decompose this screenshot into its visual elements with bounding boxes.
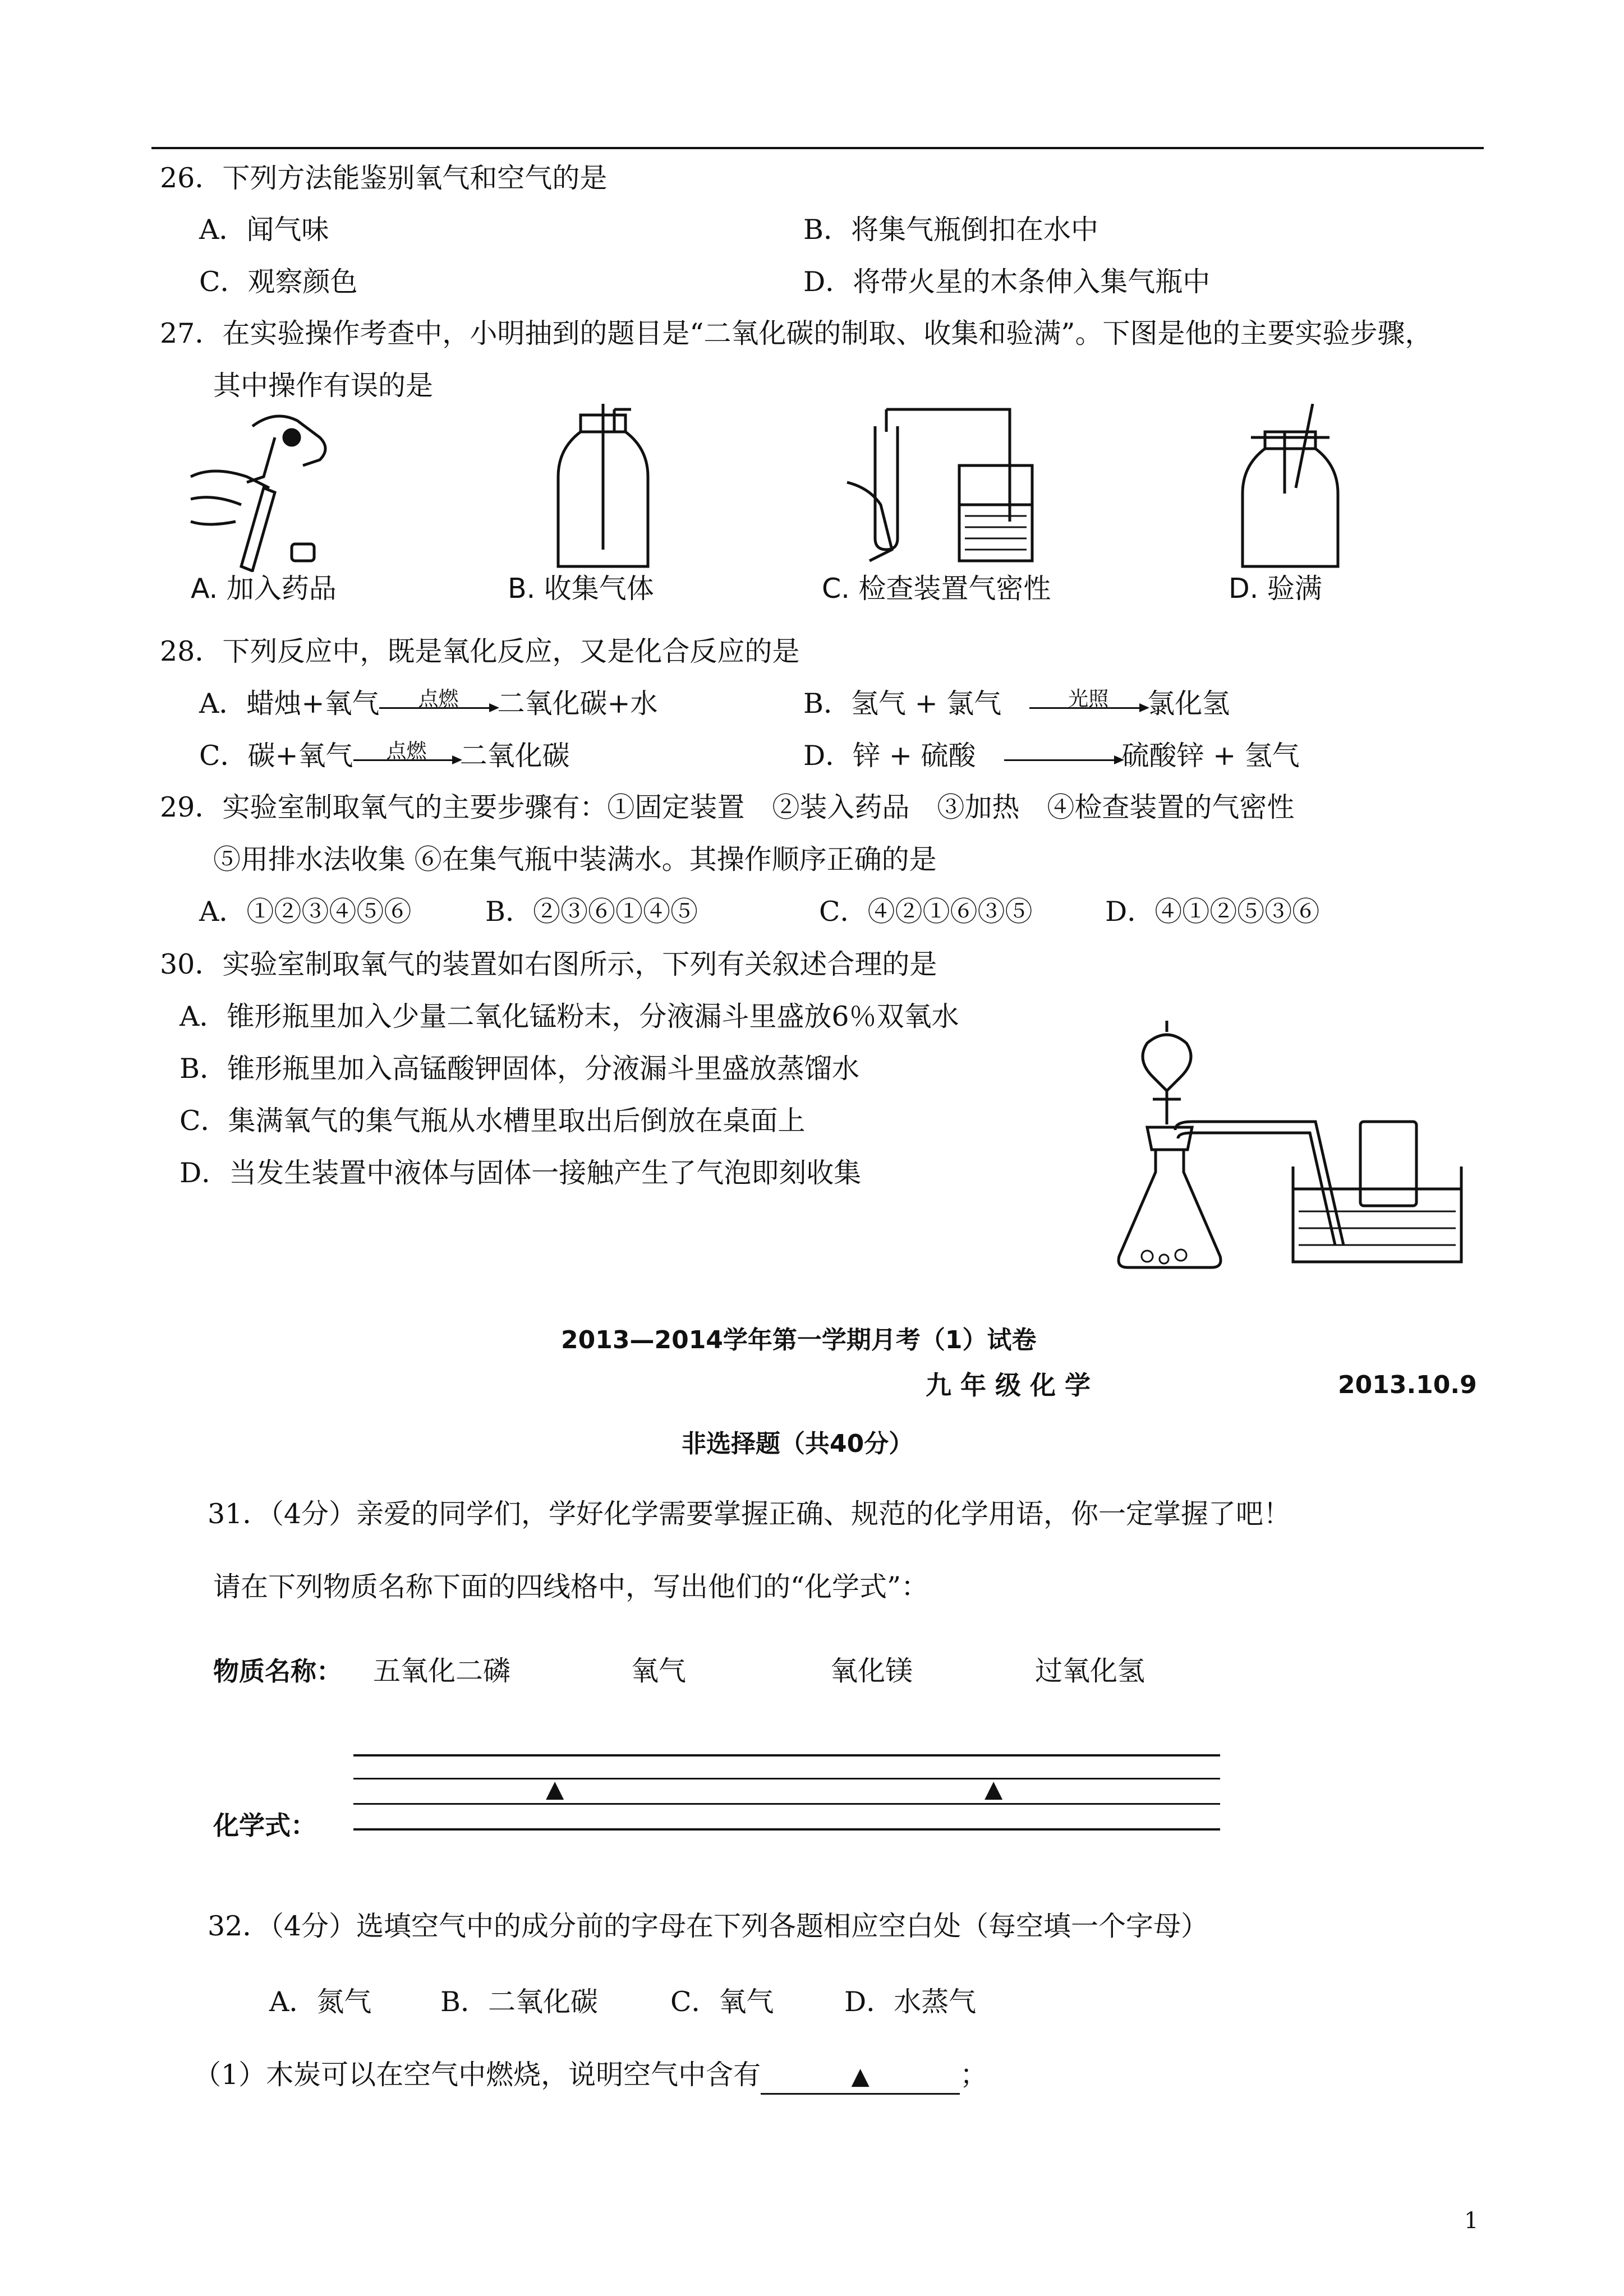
figure-collect-gas	[547, 404, 659, 572]
q28-b-left: B．氢气 + 氯气	[803, 688, 1002, 720]
q32-option-b: B．二氧化碳	[440, 1986, 599, 2018]
substance-name-3: 氧化镁	[830, 1655, 913, 1687]
q30-option-c: C．集满氧气的集气瓶从水槽里取出后倒放在桌面上	[180, 1105, 806, 1137]
q29-option-c: C．④②①⑥③⑤	[819, 896, 1033, 928]
exam-date: 2013.10.9	[1338, 1371, 1477, 1399]
four-line-grid-line-3	[353, 1803, 1220, 1805]
q28-c-left: C．碳+氧气	[199, 740, 353, 772]
figure-check-airtightness	[836, 404, 1049, 572]
reaction-arrow	[1004, 757, 1122, 759]
q28-d-left: D．锌 + 硫酸	[803, 740, 976, 772]
reaction-arrow	[379, 688, 497, 711]
q27-label-d: D. 验满	[1229, 573, 1322, 605]
q29-option-d: D．④①②⑤③⑥	[1105, 896, 1320, 928]
q31-stem-text: 31．（4分）亲爱的同学们，学好化学需要掌握正确、规范的化学用语，你一定掌握了吧！	[208, 1498, 1291, 1530]
q27-label-c: C. 检查装置气密性	[822, 573, 1051, 605]
q28-b-condition: 光照	[1068, 688, 1109, 711]
q29-option-b: B．②③⑥①④⑤	[485, 896, 698, 928]
top-rule	[151, 147, 1484, 149]
four-line-grid-line-4	[353, 1828, 1220, 1831]
page-number: 1	[1464, 2208, 1479, 2234]
q30-option-a: A．锥形瓶里加入少量二氧化锰粉末，分液漏斗里盛放6％双氧水	[180, 1001, 959, 1032]
figure-oxygen-apparatus	[1114, 1009, 1473, 1279]
q29-stem-line1: 29．实验室制取氧气的主要步骤有：①固定装置 ②装入药品 ③加热 ④检查装置的气密性	[160, 791, 1295, 823]
q30-option-d: D．当发生装置中液体与固体一接触产生了气泡即刻收集	[180, 1157, 862, 1189]
q28-option-b	[803, 687, 1230, 721]
section-title: 非选择题（共40分）	[682, 1430, 914, 1458]
four-line-grid-line-1	[353, 1754, 1220, 1756]
answer-mark-2: ▲	[984, 1775, 1003, 1802]
q31-instruction: 请在下列物质名称下面的四线格中，写出他们的“化学式”：	[213, 1571, 929, 1603]
q26-option-d: D．将带火星的木条伸入集气瓶中	[803, 266, 1211, 298]
q28-option-c	[199, 739, 570, 773]
substance-name-2: 氧气	[631, 1655, 687, 1687]
q26-option-c: C．观察颜色	[199, 266, 358, 298]
q26-option-a: A．闻气味	[199, 214, 329, 246]
reaction-arrow	[1029, 688, 1147, 711]
q32-option-c: C．氧气	[670, 1986, 774, 2018]
q28-option-d	[803, 739, 1300, 773]
q32-option-d: D．水蒸气	[844, 1986, 977, 2018]
reaction-arrow	[353, 740, 460, 763]
figure-test-full	[1234, 404, 1346, 572]
q26-stem: 26．下列方法能鉴别氧气和空气的是	[160, 162, 608, 194]
substance-name-4: 过氧化氢	[1035, 1655, 1145, 1687]
q31-stem	[208, 1497, 1291, 1531]
q27-stem-line1: 27．在实验操作考查中，小明抽到的题目是“二氧化碳的制取、收集和验满”。下图是他的主要实验步骤，	[160, 317, 1433, 349]
q28-c-condition: 点燃	[386, 740, 427, 763]
answer-mark: ▲	[851, 2062, 869, 2090]
q30-stem: 30．实验室制取氧气的装置如右图所示，下列有关叙述合理的是	[160, 948, 937, 980]
formula-label: 化学式：	[213, 1810, 316, 1841]
four-line-grid-line-2	[353, 1778, 1220, 1779]
q32-sub1	[194, 2058, 987, 2095]
figure-add-reagent	[180, 404, 370, 572]
q28-a-condition: 点燃	[418, 688, 459, 711]
q28-option-a	[199, 687, 658, 721]
q28-a-right: 二氧化碳+水	[497, 688, 658, 720]
q32-sub1-text: （1）木炭可以在空气中燃烧，说明空气中含有	[194, 2059, 761, 2091]
q29-stem-line2: ⑤用排水法收集 ⑥在集气瓶中装满水。其操作顺序正确的是	[213, 843, 937, 875]
q30-option-b: B．锥形瓶里加入高锰酸钾固体，分液漏斗里盛放蒸馏水	[180, 1053, 860, 1085]
substance-names-label: 物质名称：	[213, 1656, 342, 1686]
q28-b-right: 氯化氢	[1147, 688, 1230, 720]
q26-option-b: B．将集气瓶倒扣在水中	[803, 214, 1099, 246]
exam-title: 2013—2014学年第一学期月考（1）试卷	[561, 1326, 1037, 1354]
q28-d-right: 硫酸锌 + 氢气	[1121, 740, 1300, 772]
q27-stem-line2: 其中操作有误的是	[213, 370, 434, 402]
q27-label-a: A. 加入药品	[191, 573, 337, 605]
q32-stem: 32．（4分）选填空气中的成分前的字母在下列各题相应空白处（每空填一个字母）	[208, 1910, 1209, 1942]
q28-a-left: A．蜡烛+氧气	[199, 688, 380, 720]
q27-label-b: B. 收集气体	[508, 573, 654, 605]
q29-option-a: A．①②③④⑤⑥	[199, 896, 412, 928]
answer-mark-1: ▲	[546, 1775, 564, 1802]
exam-subject: 九 年 级 化 学	[926, 1370, 1091, 1400]
substance-name-1: 五氧化二磷	[373, 1655, 511, 1687]
q28-c-right: 二氧化碳	[459, 740, 570, 772]
q32-sub1-end: ；	[960, 2059, 988, 2091]
answer-blank[interactable]	[761, 2058, 960, 2095]
q28-stem: 28．下列反应中，既是氧化反应，又是化合反应的是	[160, 635, 800, 667]
q32-option-a: A．氮气	[269, 1986, 372, 2018]
